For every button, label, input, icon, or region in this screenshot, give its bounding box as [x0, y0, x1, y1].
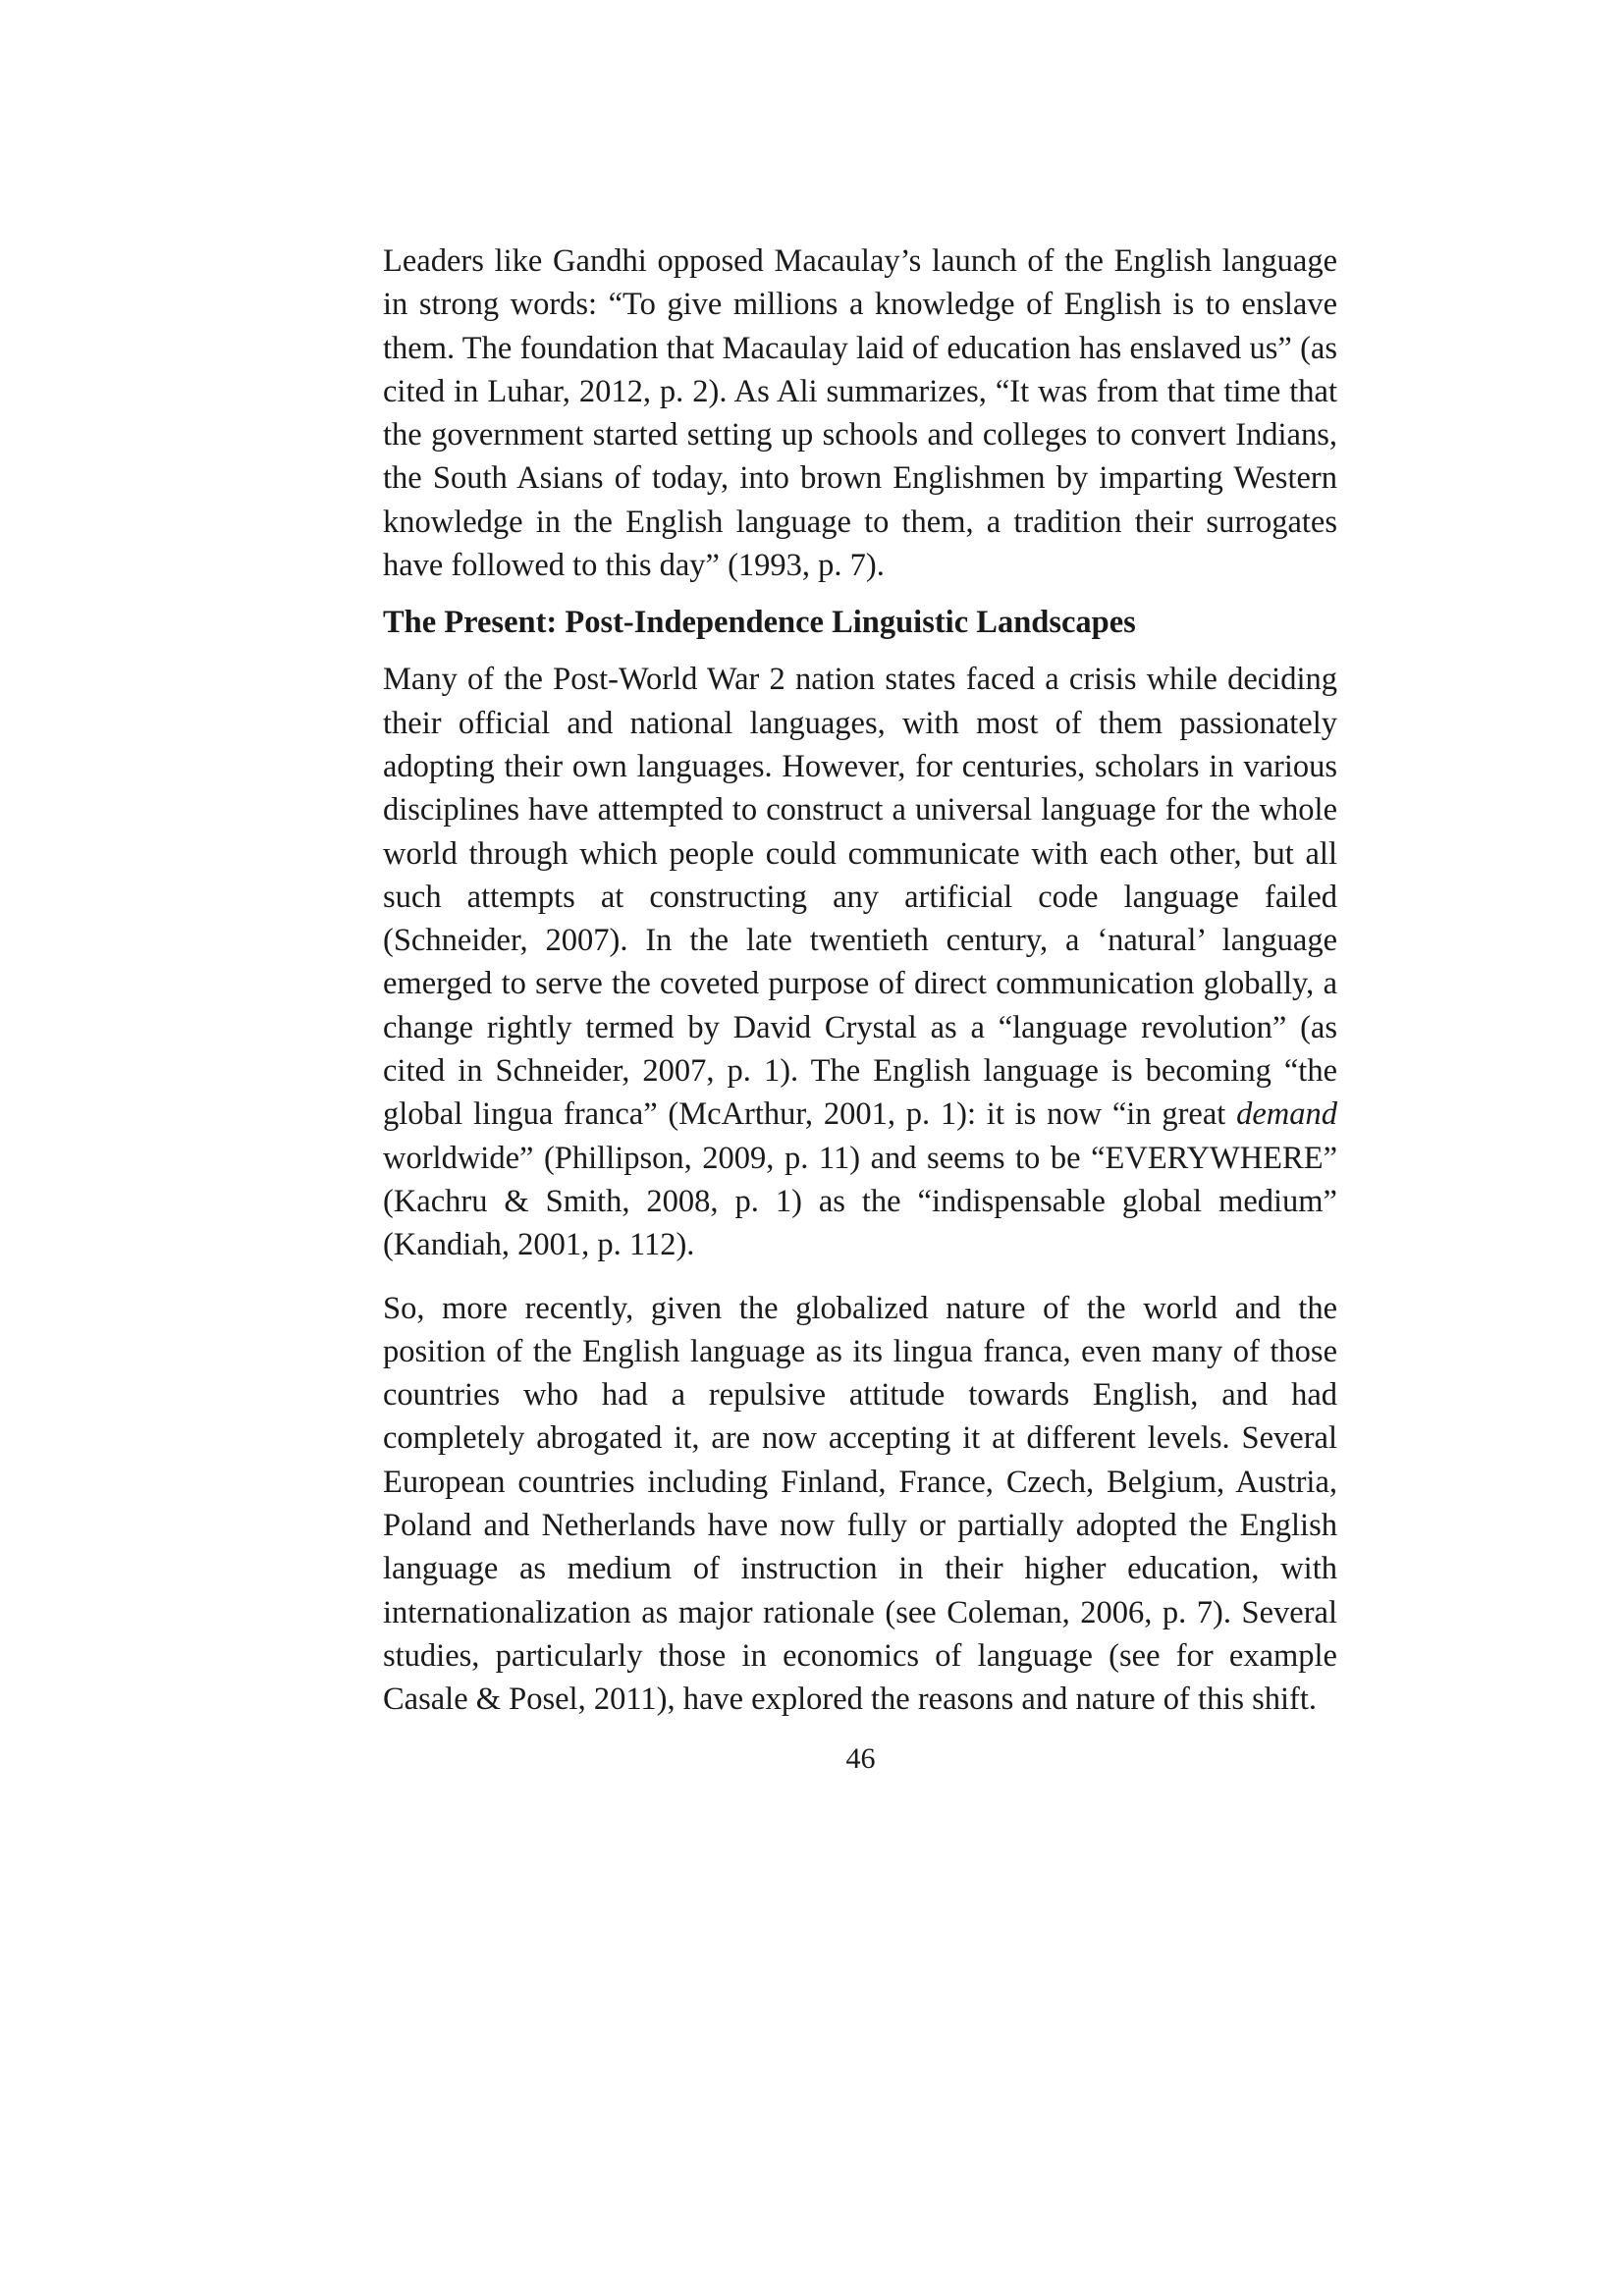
- body-paragraph-globalization: So, more recently, given the globalized nature of the world and the position of the English language as its lingua franca, even many of those countries who had a repulsive attitude towards English, and had completely abrogated it, are now accepting it at different levels. Several European countries including Finland, France, Czech, Belgium, Austria, Poland and Netherlands have now fully or partially adopted the English language as medium of instruction in their higher education, with internationalization as major rationale (see Coleman, 2006, p. 7). Several studies, particularly those in economics of language (see for example Casale & Posel, 2011), have explored the reasons and nature of this shift.: [383, 1290, 1337, 1718]
- emphasis-text: demand: [1236, 1096, 1337, 1133]
- page-content: [383, 240, 1337, 1722]
- section-heading: The Present: Post-Independence Linguistic Landscapes: [383, 605, 1136, 641]
- paragraph-text: Many of the Post-World War 2 nation states faced a crisis while deciding their official and national languages, with most of them passionately adopting their own languages. However, for centuries, scholars in various disciplines have attempted to construct a universal language for the whole world through which people could communicate with each other, but all such attempts at constructing any artificial code language failed (Schneider, 2007). In the late twentieth century, a ‘natural’ language emerged to serve the coveted purpose of direct communication globally, a change rightly termed by David Crystal as a “language revolution” (as cited in Schneider, 2007, p. 1). The English language is becoming “the global lingua franca” (McArthur, 2001, p. 1): it is now “in great: [383, 662, 1337, 1133]
- page-number: 46: [845, 1742, 876, 1775]
- body-paragraph-gandhi: Leaders like Gandhi opposed Macaulay’s launch of the English language in strong words: “To give millions a knowledge of English is to enslave them. The foundation that Macaulay laid of education has enslaved us” (as cited in Luhar, 2012, p. 2). As Ali summarizes, “It was from that time that the government started setting up schools and colleges to convert Indians, the South Asians of today, into brown Englishmen by imparting Western knowledge in the English language to them, a tradition their surrogates have followed to this day” (1993, p. 7).: [383, 243, 1337, 584]
- body-paragraph-lingua-franca: [383, 658, 1337, 1266]
- paragraph-text: worldwide” (Phillipson, 2009, p. 11) and seems to be “EVERYWHERE” (Kachru & Smith, 2008, p. 1) as the “indispensable global medium” (Kandiah, 2001, p. 112).: [383, 1140, 1337, 1263]
